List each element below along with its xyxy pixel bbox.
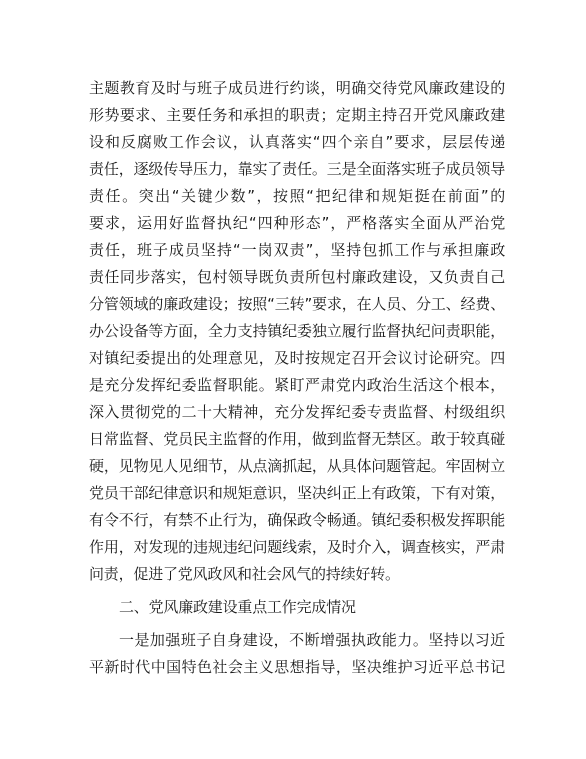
- paragraph-line: 问责，促进了党风政风和社会风气的持续好转。: [89, 565, 400, 583]
- paragraph-line: 深入贯彻党的二十大精神，充分发挥纪委专责监督、村级组织: [89, 403, 505, 421]
- paragraph-line: 办公设备等方面，全力支持镇纪委独立履行监督执纪问责职能，: [89, 322, 505, 340]
- paragraph-2: [89, 627, 505, 681]
- document-body: [89, 75, 505, 681]
- section-heading: 二、党风廉政建设重点工作完成情况: [119, 598, 356, 616]
- paragraph-line: 平新时代中国特色社会主义思想指导，坚决维护习近平总书记: [89, 658, 505, 676]
- paragraph-line: 责任，班子成员坚持“一岗双责”，坚持包抓工作与承担廉政: [89, 241, 505, 259]
- paragraph-line: 有令不行，有禁不止行为，确保政令畅通。镇纪委积极发挥职能: [89, 511, 505, 529]
- paragraph-line: 主题教育及时与班子成员进行约谈，明确交待党风廉政建设的: [89, 79, 505, 97]
- paragraph-line: 责任，逐级传导压力，靠实了责任。三是全面落实班子成员领导: [89, 160, 505, 178]
- paragraph-line: 是充分发挥纪委监督职能。紧盯严肃党内政治生活这个根本，: [89, 376, 505, 394]
- paragraph-line: 设和反腐败工作会议，认真落实“四个亲自”要求，层层传递: [89, 133, 505, 151]
- paragraph-line: 责任。突出“关键少数”，按照“把纪律和规矩挺在前面”的: [89, 187, 505, 205]
- paragraph-line: 党员干部纪律意识和规矩意识，坚决纠正上有政策，下有对策，: [89, 484, 505, 502]
- paragraph-1: [89, 75, 505, 588]
- paragraph-line: 日常监督、党员民主监督的作用，做到监督无禁区。敢于较真碰: [89, 430, 505, 448]
- paragraph-line: 硬，见物见人见细节，从点滴抓起，从具体问题管起。牢固树立: [89, 457, 505, 475]
- paragraph-line: 责任同步落实，包村领导既负责所包村廉政建设，又负责自己: [89, 268, 505, 286]
- paragraph-line: 作用，对发现的违规违纪问题线索，及时介入，调查核实，严肃: [89, 538, 505, 556]
- paragraph-line: 一是加强班子自身建设，不断增强执政能力。坚持以习近: [119, 631, 505, 649]
- paragraph-line: 要求，运用好监督执纪“四种形态”，严格落实全面从严治党: [89, 214, 505, 232]
- paragraph-line: 分管领域的廉政建设；按照“三转”要求，在人员、分工、经费、: [89, 295, 505, 313]
- paragraph-line: 对镇纪委提出的处理意见，及时按规定召开会议讨论研究。四: [89, 349, 505, 367]
- paragraph-line: 形势要求、主要任务和承担的职责；定期主持召开党风廉政建: [89, 106, 505, 124]
